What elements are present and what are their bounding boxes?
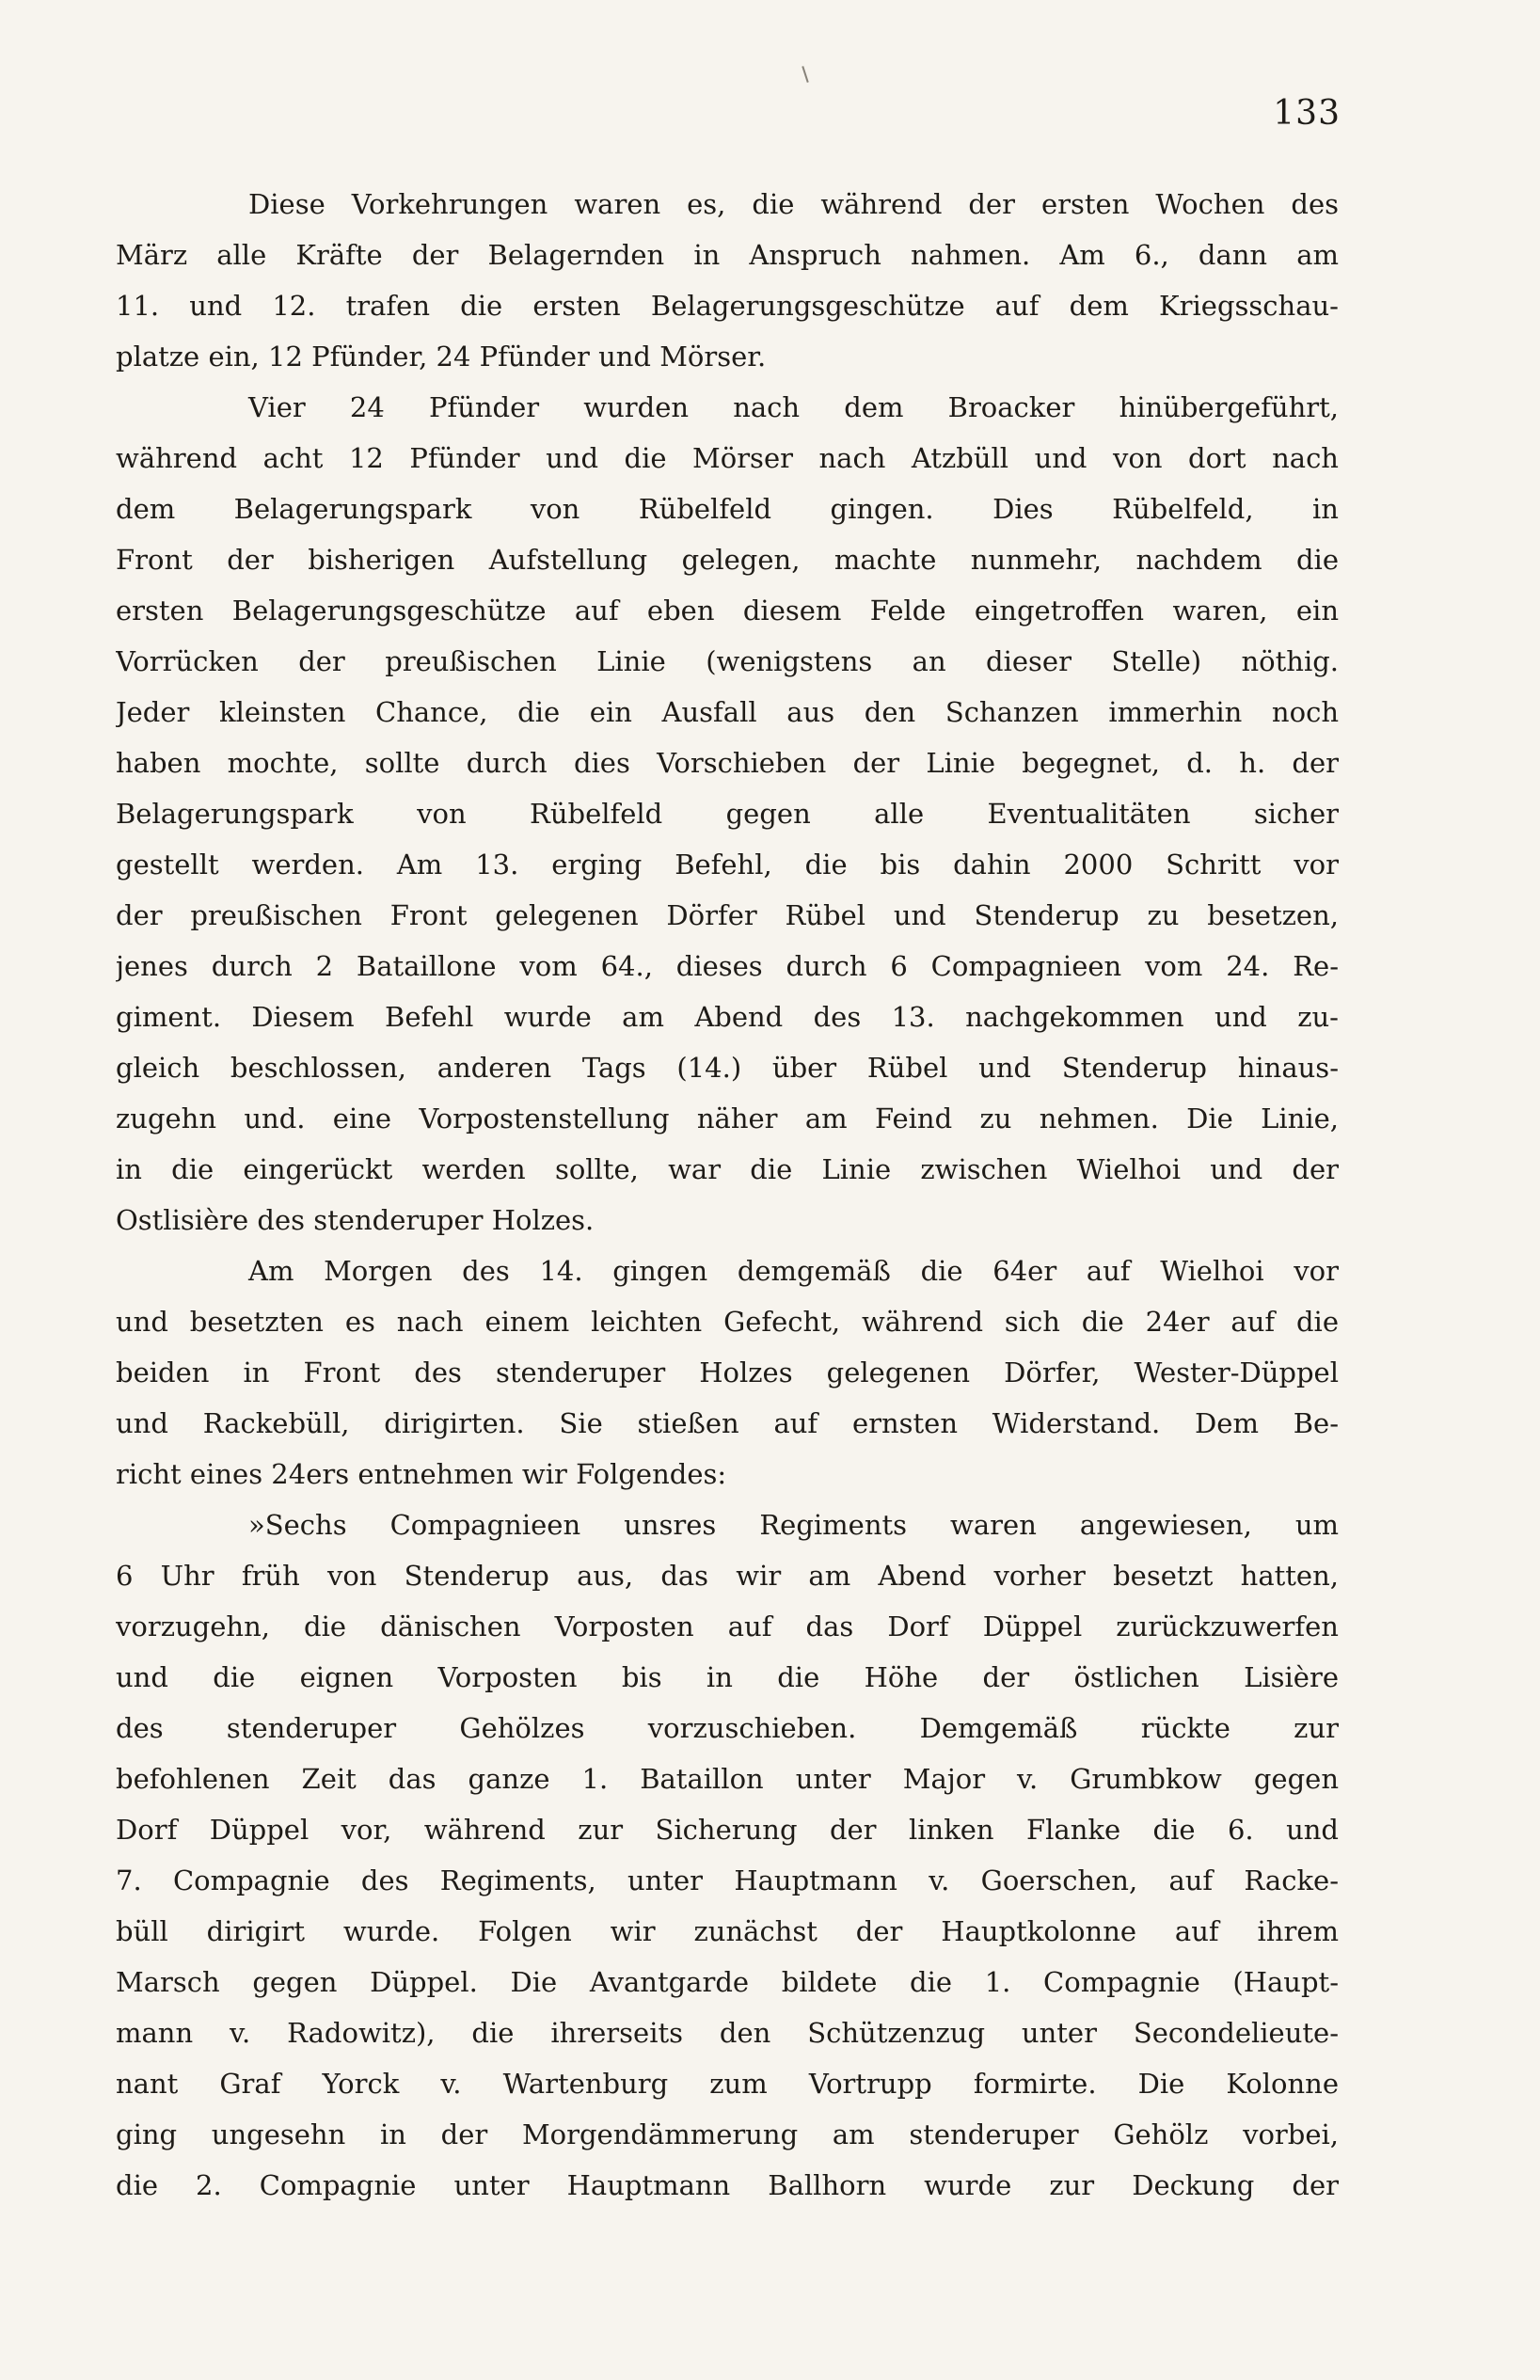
text-line: jenes durch 2 Bataillone vom 64., dieses durch 6 Compagnieen vom 24. Re- xyxy=(116,950,1339,982)
text-line: Ostlisière des stenderuper Holzes. xyxy=(116,1204,595,1236)
stray-mark xyxy=(802,66,808,83)
text-line: gestellt werden. Am 13. erging Befehl, die bis dahin 2000 Schritt vor xyxy=(116,849,1339,881)
text-line: März alle Kräfte der Belagernden in Anspruch nahmen. Am 6., dann am xyxy=(116,239,1339,271)
text-line: und Rackebüll, dirigirten. Sie stießen auf ernsten Widerstand. Dem Be- xyxy=(116,1407,1339,1439)
text-line: Belagerungspark von Rübelfeld gegen alle Eventualitäten sicher xyxy=(116,798,1339,830)
body-text xyxy=(116,179,1339,2211)
text-line: Front der bisherigen Aufstellung gelegen, machte nunmehr, nachdem die xyxy=(116,544,1339,576)
text-line: Am Morgen des 14. gingen demgemäß die 64er auf Wielhoi vor xyxy=(248,1255,1339,1287)
text-line: vorzugehn, die dänischen Vorposten auf das Dorf Düppel zurückzuwerfen xyxy=(116,1610,1339,1642)
text-line: und die eignen Vorposten bis in die Höhe der östlichen Lisière xyxy=(116,1661,1339,1693)
text-line: dem Belagerungspark von Rübelfeld gingen. Dies Rübelfeld, in xyxy=(116,493,1339,525)
text-line: während acht 12 Pfünder und die Mörser nach Atzbüll und von dort nach xyxy=(116,442,1339,474)
text-line: des stenderuper Gehölzes vorzuschieben. Demgemäß rückte zur xyxy=(116,1712,1339,1744)
text-line: Vorrücken der preußischen Linie (wenigstens an dieser Stelle) nöthig. xyxy=(116,645,1339,677)
text-line: Diese Vorkehrungen waren es, die während der ersten Wochen des xyxy=(248,188,1339,220)
text-line: Vier 24 Pfünder wurden nach dem Broacker hinübergeführt, xyxy=(248,391,1339,423)
text-line: Jeder kleinsten Chance, die ein Ausfall aus den Schanzen immerhin noch xyxy=(116,696,1339,728)
text-line: die 2. Compagnie unter Hauptmann Ballhorn wurde zur Deckung der xyxy=(116,2169,1339,2201)
text-line: 7. Compagnie des Regiments, unter Hauptmann v. Goerschen, auf Racke- xyxy=(116,1864,1339,1896)
text-line: nant Graf Yorck v. Wartenburg zum Vortrupp formirte. Die Kolonne xyxy=(116,2068,1339,2100)
text-line: mann v. Radowitz), die ihrerseits den Schützenzug unter Secondelieute- xyxy=(116,2017,1339,2049)
text-line: Marsch gegen Düppel. Die Avantgarde bildete die 1. Compagnie (Haupt- xyxy=(116,1966,1339,1998)
text-line: haben mochte, sollte durch dies Vorschieben der Linie begegnet, d. h. der xyxy=(116,747,1339,779)
text-line: gleich beschlossen, anderen Tags (14.) über Rübel und Stenderup hinaus- xyxy=(116,1052,1339,1084)
text-line: 6 Uhr früh von Stenderup aus, das wir am Abend vorher besetzt hatten, xyxy=(116,1560,1339,1592)
text-line: und besetzten es nach einem leichten Gefecht, während sich die 24er auf die xyxy=(116,1306,1339,1338)
text-line: büll dirigirt wurde. Folgen wir zunächst der Hauptkolonne auf ihrem xyxy=(116,1915,1339,1947)
text-line: befohlenen Zeit das ganze 1. Bataillon unter Major v. Grumbkow gegen xyxy=(116,1763,1339,1795)
text-line: Dorf Düppel vor, während zur Sicherung der linken Flanke die 6. und xyxy=(116,1814,1339,1846)
text-line: zugehn und. eine Vorpostenstellung näher am Feind zu nehmen. Die Linie, xyxy=(116,1103,1339,1134)
text-line: platze ein, 12 Pfünder, 24 Pfünder und Mörser. xyxy=(116,341,767,373)
text-line: ersten Belagerungsgeschütze auf eben diesem Felde eingetroffen waren, ein xyxy=(116,595,1339,627)
page-number: 133 xyxy=(1273,94,1341,133)
text-line: richt eines 24ers entnehmen wir Folgendes: xyxy=(116,1458,727,1490)
text-line: in die eingerückt werden sollte, war die Linie zwischen Wielhoi und der xyxy=(116,1153,1339,1185)
text-line: der preußischen Front gelegenen Dörfer Rübel und Stenderup zu besetzen, xyxy=(116,899,1339,931)
text-line: 11. und 12. trafen die ersten Belagerungsgeschütze auf dem Kriegsschau- xyxy=(116,290,1339,322)
text-line: beiden in Front des stenderuper Holzes gelegenen Dörfer, Wester-Düppel xyxy=(116,1357,1339,1388)
text-line: »Sechs Compagnieen unsres Regiments waren angewiesen, um xyxy=(248,1509,1339,1541)
text-line: giment. Diesem Befehl wurde am Abend des 13. nachgekommen und zu- xyxy=(116,1001,1339,1033)
text-line: ging ungesehn in der Morgendämmerung am stenderuper Gehölz vorbei, xyxy=(116,2118,1339,2150)
